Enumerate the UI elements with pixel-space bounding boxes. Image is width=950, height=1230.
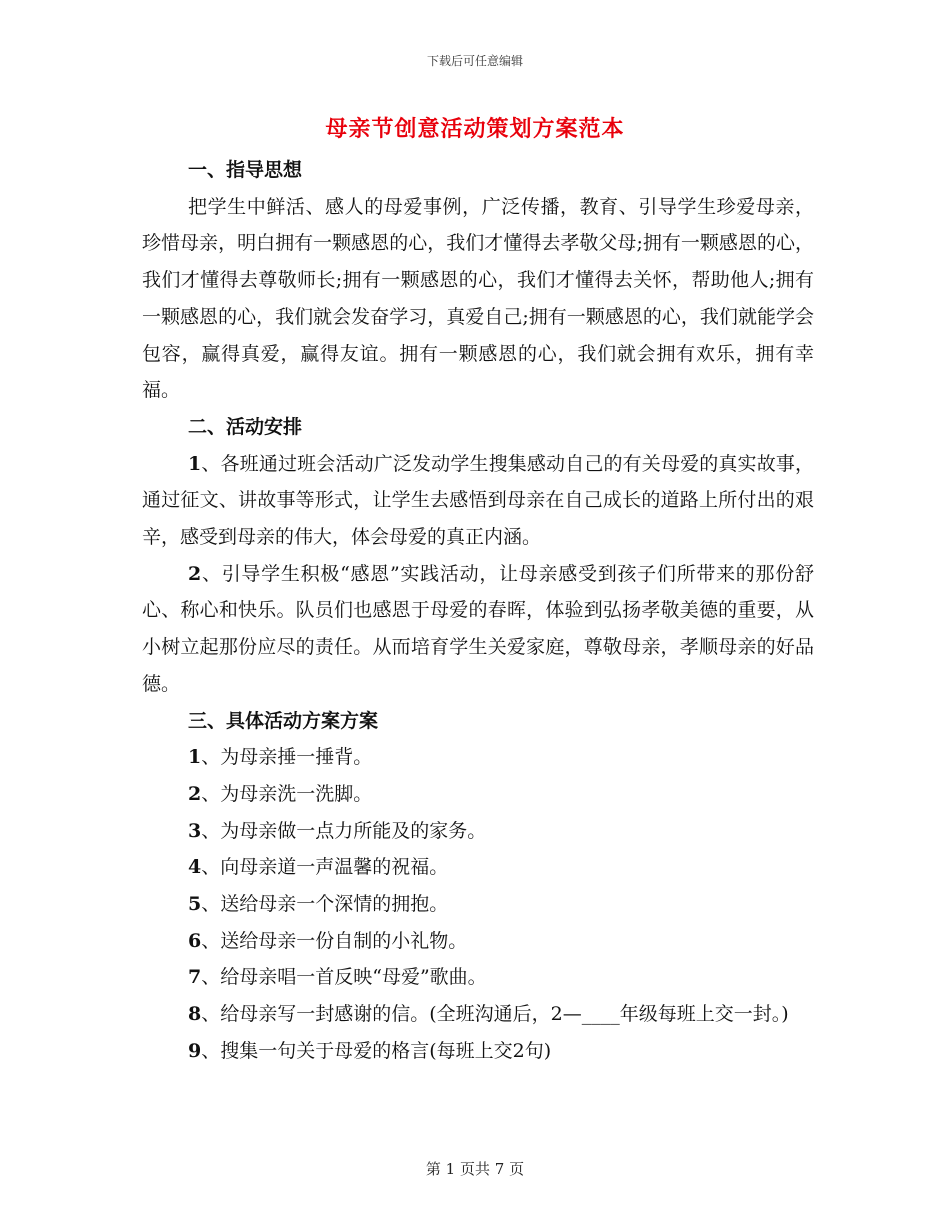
item-number: 7 [188, 966, 202, 989]
item-number: 4 [188, 856, 202, 879]
item-text: 、给母亲唱一首反映“母爱”歌曲。 [201, 966, 487, 989]
plan-list-item [142, 886, 814, 923]
header-note: 下载后可任意编辑 [426, 54, 523, 68]
paragraph-text: 、引导学生积极“感恩”实践活动，让母亲感受到孩子们所带来的那份舒心、称心和快乐。队员们也感恩于母爱的春晖，体验到弘扬孝敬美德的重要，从小树立起那份应尽的责任。从而培育学生关爱家庭，尊敬母亲，孝顺母亲的好品德。 [142, 562, 814, 695]
plan-list-item [142, 776, 814, 813]
paragraph-text: 、各班通过班会活动广泛发动学生搜集感动自己的有关母爱的真实故事，通过征文、讲故事等形式，让学生去感悟到母亲在自己成长的道路上所付出的艰辛，感受到母亲的伟大，体会母爱的真正内涵。 [142, 452, 814, 548]
arrangement-paragraph-1 [142, 446, 814, 556]
item-text: 、给母亲写一封感谢的信。(全班沟通后，2—____年级每班上交一封。) [201, 1003, 789, 1026]
document-title: 母亲节创意活动策划方案范本 [325, 116, 625, 142]
plan-list-item [142, 739, 814, 776]
section-heading-specific-plan: 三、具体活动方案方案 [188, 709, 379, 732]
item-number: 6 [188, 929, 202, 952]
paragraph-number: 1 [188, 452, 202, 475]
plan-list-item [142, 996, 814, 1033]
item-number: 1 [188, 746, 202, 769]
plan-list-item [142, 959, 814, 996]
item-number: 8 [188, 1003, 202, 1026]
paragraph-number: 2 [188, 562, 202, 585]
plan-list-item [142, 849, 814, 886]
page-number-footer: 第 1 页共 7 页 [425, 1160, 525, 1178]
plan-list-item [142, 1033, 814, 1070]
plan-list-item [142, 923, 814, 960]
section-heading-activity-arrangement: 二、活动安排 [188, 415, 303, 438]
item-text: 、为母亲捶一捶背。 [201, 746, 373, 769]
item-text: 、送给母亲一个深情的拥抱。 [201, 892, 449, 915]
guiding-ideology-paragraph: 把学生中鲜活、感人的母爱事例，广泛传播，教育、引导学生珍爱母亲，珍惜母亲，明白拥有一颗感恩的心，我们才懂得去孝敬父母;拥有一颗感恩的心，我们才懂得去尊敬师长;拥有一颗感恩的心，我们才懂得去关怀，帮助他人;拥有一颗感恩的心，我们就会发奋学习，真爱自己;拥有一颗感恩的心，我们就能学会包容，赢得真爱，赢得友谊。拥有一颗感恩的心，我们就会拥有欢乐，拥有幸福。 [142, 195, 814, 402]
item-text: 、向母亲道一声温馨的祝福。 [201, 856, 449, 879]
section-heading-guiding-ideology: 一、指导思想 [188, 159, 303, 181]
item-number: 3 [188, 819, 202, 842]
arrangement-paragraph-2 [142, 556, 814, 703]
item-number: 9 [188, 1039, 202, 1062]
item-text: 、为母亲洗一洗脚。 [201, 782, 373, 805]
item-number: 5 [188, 892, 202, 915]
document-body [142, 152, 814, 1069]
plan-list-item [142, 813, 814, 850]
item-text: 、为母亲做一点力所能及的家务。 [201, 819, 487, 842]
item-number: 2 [188, 782, 202, 805]
item-text: 、搜集一句关于母爱的格言(每班上交2句) [201, 1039, 552, 1062]
item-text: 、送给母亲一份自制的小礼物。 [201, 929, 468, 952]
